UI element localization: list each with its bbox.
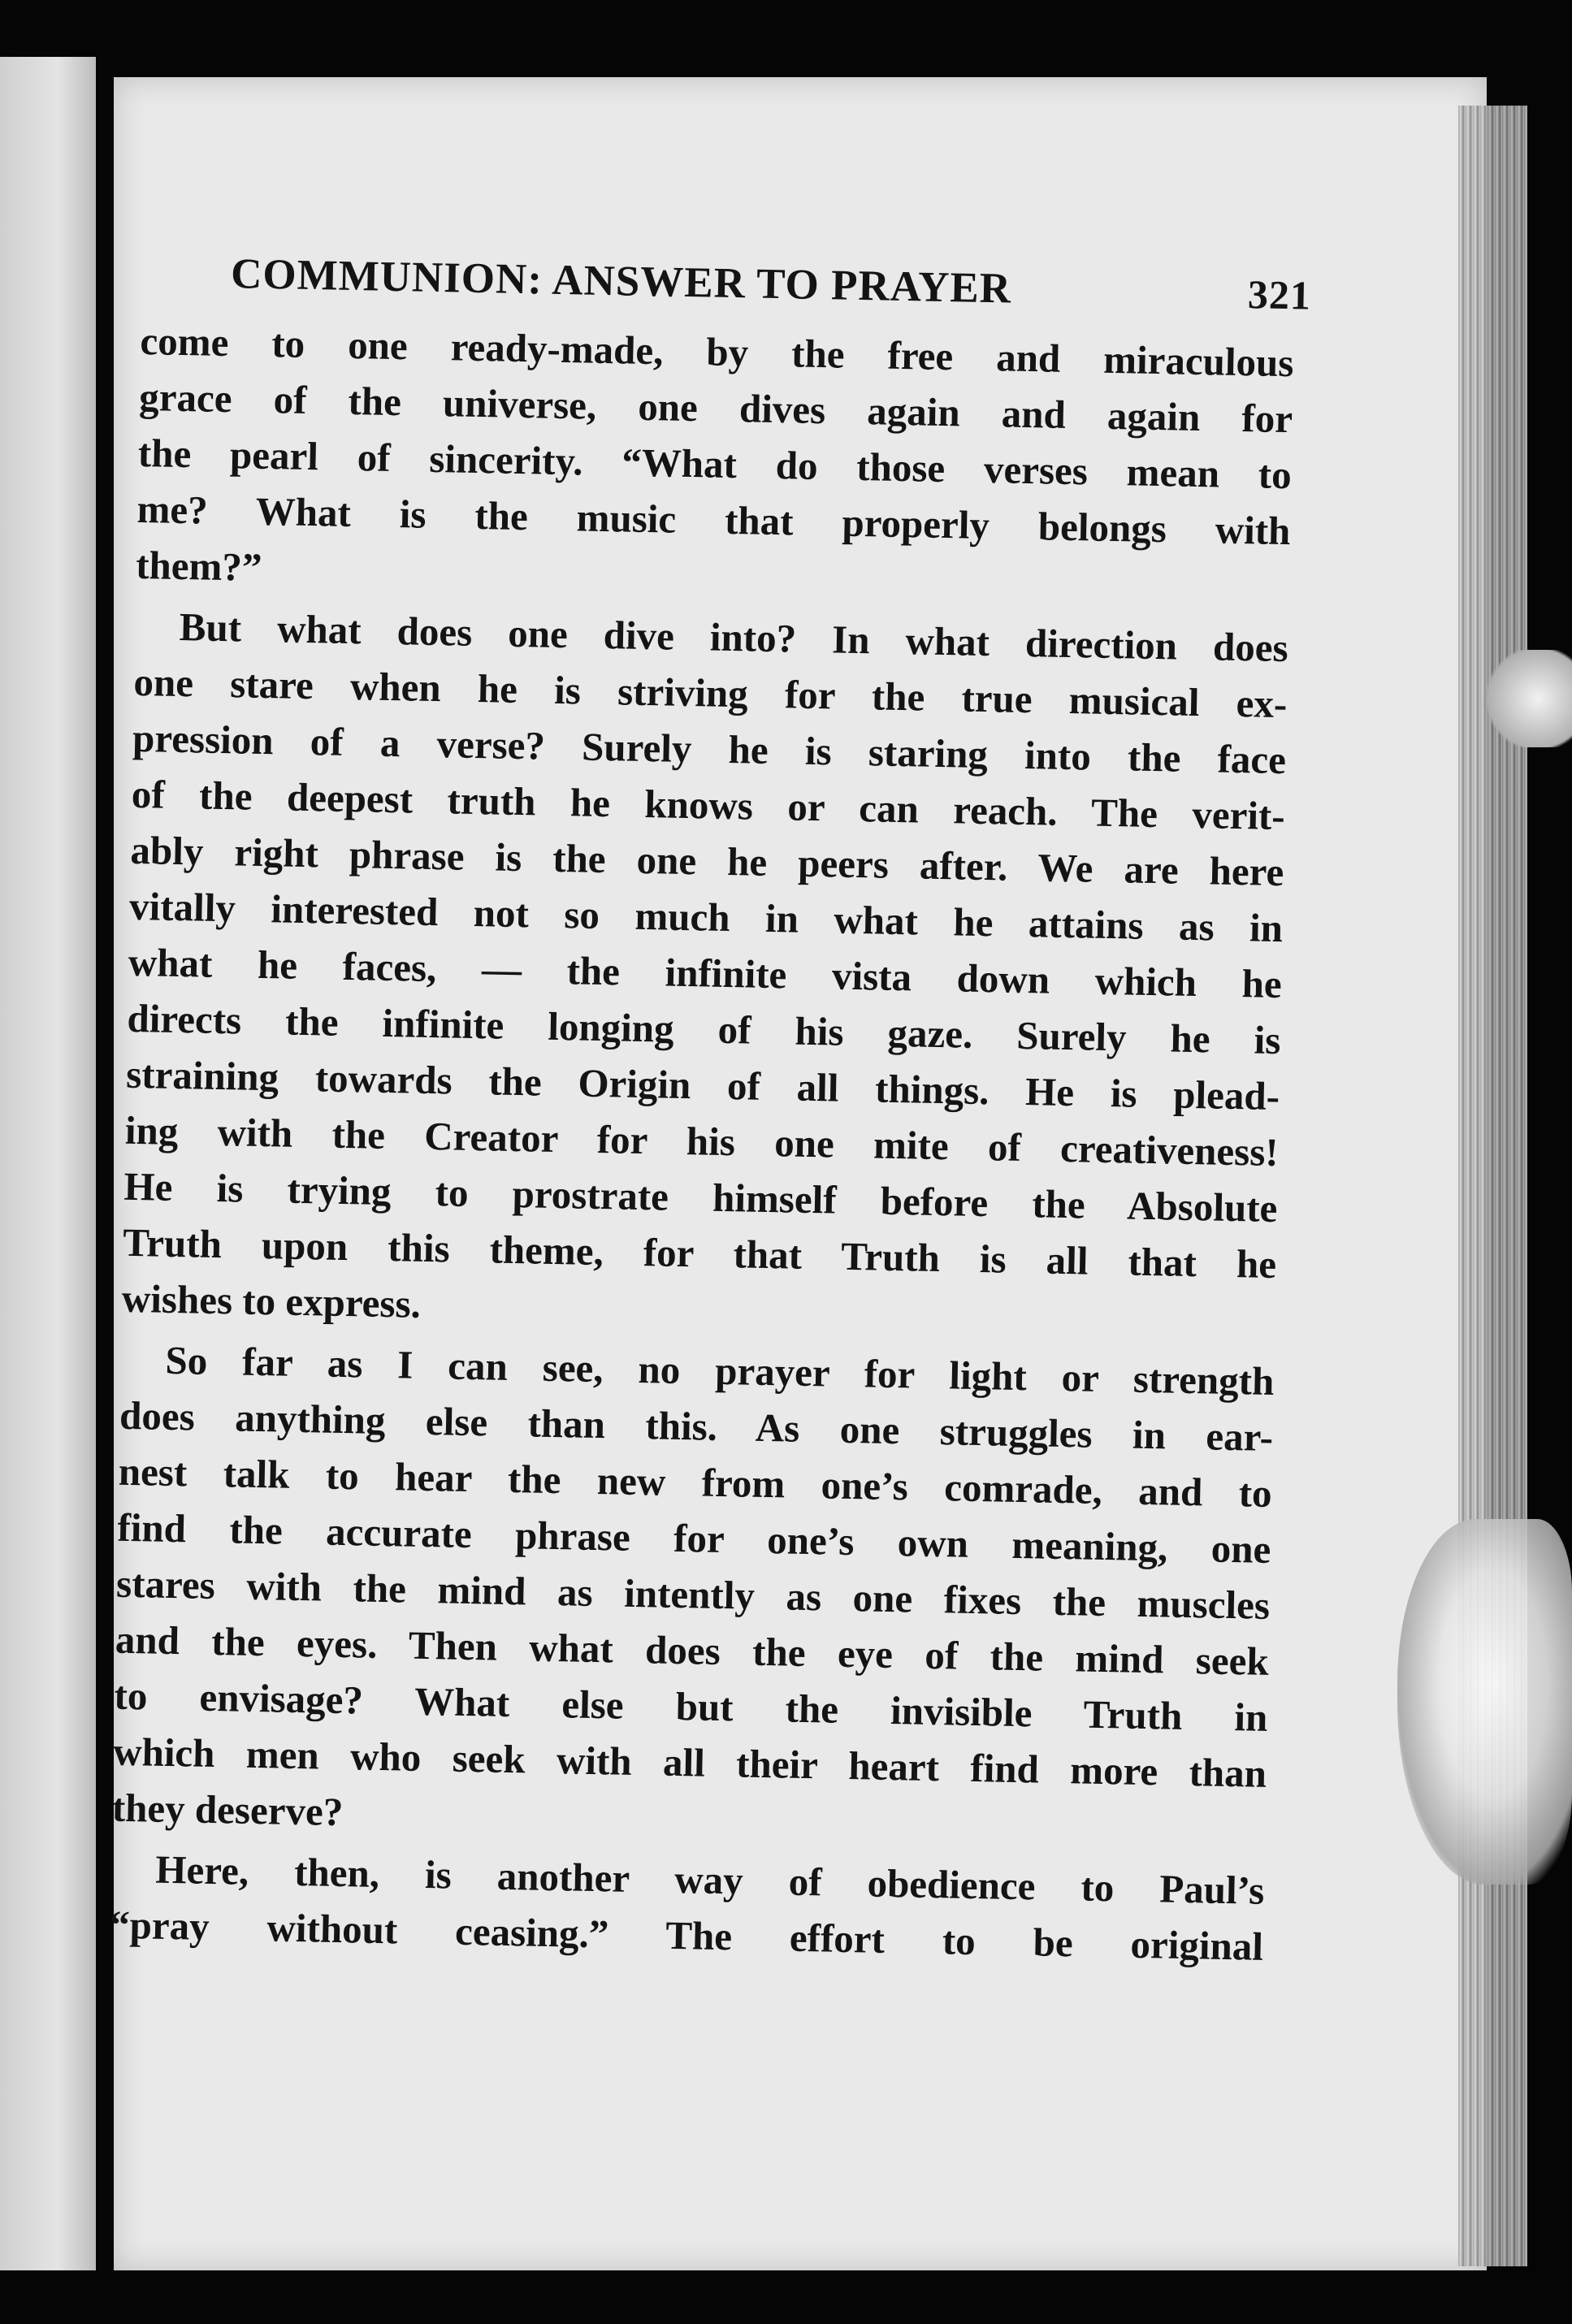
text-line: straining towards the Origin of all things. He is plead- xyxy=(125,1051,1280,1119)
text-line: me? What is the music that properly belongs with xyxy=(136,486,1291,554)
scan-smudge-lower xyxy=(1397,1519,1572,1885)
text-line: ably right phrase is the one he peers after. We are here xyxy=(130,827,1284,895)
scan-smudge-upper xyxy=(1487,650,1572,747)
text-line: directs the infinite longing of his gaze. Surely he is xyxy=(127,995,1281,1063)
text-line: So far as I can see, no prayer for light or strength xyxy=(164,1337,1275,1404)
text-line: nest talk to hear the new from one’s comrade, and to xyxy=(118,1448,1273,1516)
text-line: wishes to express. xyxy=(121,1275,422,1326)
text-line: pression of a verse? Surely he is staring into the face xyxy=(132,715,1287,783)
text-line: to envisage? What else but the invisible Truth in xyxy=(114,1673,1268,1740)
text-line: grace of the universe, one dives again and again for xyxy=(138,374,1293,442)
text-line: Here, then, is another way of obedience to Paul’s xyxy=(154,1846,1265,1913)
text-line: what he faces, — the infinite vista down which he xyxy=(128,939,1283,1007)
text-line: find the accurate phrase for one’s own meaning, one xyxy=(117,1504,1271,1572)
text-line: does anything else than this. As one struggles in ear- xyxy=(119,1392,1274,1460)
paragraph-1 xyxy=(136,313,1294,615)
page-number: 321 xyxy=(1247,271,1312,318)
text-line: them?” xyxy=(135,542,262,590)
text-line: vitally interested not so much in what he attains as in xyxy=(128,883,1284,951)
text-line: ing with the Creator for his one mite of creativeness! xyxy=(124,1107,1280,1175)
book-gutter xyxy=(96,49,114,2291)
running-head-title: COMMUNION: ANSWER TO PRAYER xyxy=(230,250,1012,313)
text-line: of the deepest truth he knows or can reach. The verit- xyxy=(131,771,1286,839)
page-edges-stack xyxy=(1458,106,1527,2266)
text-line: But what does one dive into? In what direction does xyxy=(179,604,1289,671)
text-line: they deserve? xyxy=(111,1785,344,1835)
text-line: one stare when he is striving for the true musical ex- xyxy=(133,659,1288,727)
text-line: which men who seek with all their heart find more than xyxy=(112,1729,1267,1796)
facing-page-sliver xyxy=(0,57,96,2270)
text-line: come to one ready-made, by the free and miraculous xyxy=(140,318,1294,386)
text-line: “pray without ceasing.” The effort to be original xyxy=(109,1902,1264,1969)
text-line: and the eyes. Then what does the eye of the mind seek xyxy=(115,1616,1270,1684)
text-line: the pearl of sincerity. “What do those verses mean to xyxy=(137,430,1293,498)
paragraph-4 xyxy=(110,1841,1265,1975)
page-text-block xyxy=(109,240,1312,1975)
text-line: stares with the mind as intently as one fixes the muscles xyxy=(115,1560,1271,1628)
text-line: He is trying to prostrate himself before the Absolute xyxy=(123,1163,1278,1231)
paragraph-3 xyxy=(111,1331,1275,1858)
paragraph-2 xyxy=(121,598,1288,1348)
text-line: Truth upon this theme, for that Truth is all that he xyxy=(122,1219,1277,1288)
